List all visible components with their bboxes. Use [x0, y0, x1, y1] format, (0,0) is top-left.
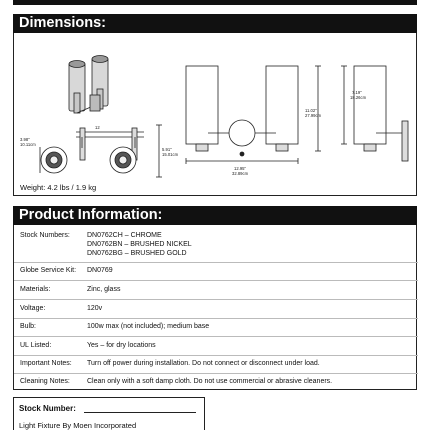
weight-text: Weight: 4.2 lbs / 1.9 kg: [20, 183, 97, 192]
product-info-panel: [13, 225, 417, 390]
height-mm-label: 27.99cm: [305, 113, 322, 118]
shade-mm-label: 18.26cm: [350, 95, 367, 100]
dimensions-header: Dimensions:: [13, 14, 417, 33]
diam-label: 3.98": [20, 137, 30, 142]
info-value: Yes – for dry locations: [87, 342, 156, 349]
info-value: Zinc, glass: [87, 286, 121, 293]
row-divider: [14, 336, 418, 337]
row-divider: [14, 318, 418, 319]
info-value: 120v: [87, 305, 103, 312]
info-label: UL Listed:: [20, 342, 52, 349]
bottom-view: [40, 125, 162, 177]
info-label: Cleaning Notes:: [20, 378, 70, 385]
shade-label: 7.19": [352, 90, 362, 95]
front-view: [186, 66, 321, 164]
stock-number-line: [84, 412, 196, 413]
info-label: Bulb:: [20, 323, 36, 330]
row-divider: [14, 262, 418, 263]
info-value: Clean only with a soft damp cloth. Do not use commercial or abrasive cleaners.: [87, 378, 333, 385]
row-divider: [14, 299, 418, 300]
info-value-line: DN0762BG – BRUSHED GOLD: [87, 250, 187, 257]
height-label: 11.02": [305, 108, 317, 113]
stock-number-box: [13, 397, 205, 430]
product-info-header: Product Information:: [13, 206, 417, 225]
company-text: Light Fixture By Moen Incorporated: [19, 421, 137, 430]
depth-mm-label: 15.01cm: [162, 152, 179, 157]
info-value: [87, 231, 417, 258]
dimension-drawings: [14, 33, 418, 196]
info-label: Materials:: [20, 286, 51, 293]
info-value: 100w max (not included); medium base: [87, 323, 210, 330]
width-label: 12.95": [234, 166, 246, 171]
width-mm-label: 32.89cm: [232, 171, 249, 176]
top-bar: [13, 0, 417, 5]
info-label: Voltage:: [20, 305, 46, 312]
info-label: Important Notes:: [20, 360, 72, 367]
side-view: [341, 66, 408, 161]
row-divider: [14, 355, 418, 356]
info-label: Stock Numbers:: [20, 232, 70, 239]
info-label: Globe Service Kit:: [20, 267, 77, 274]
info-value: Turn off power during installation. Do not connect or disconnect under load.: [87, 360, 320, 367]
small-label: 12: [95, 125, 100, 130]
row-divider: [14, 280, 418, 281]
dimensions-panel: [13, 33, 417, 196]
row-divider: [14, 373, 418, 374]
info-value: DN0769: [87, 267, 113, 274]
info-value-line: DN0762BN – BRUSHED NICKEL: [87, 241, 192, 248]
info-value-line: DN0762CH – CHROME: [87, 232, 162, 239]
stock-number-label: Stock Number:: [19, 404, 76, 413]
diam-mm-label: 10.11cm: [20, 142, 36, 147]
perspective-view: [69, 56, 108, 114]
depth-label: 5.91": [162, 147, 172, 152]
